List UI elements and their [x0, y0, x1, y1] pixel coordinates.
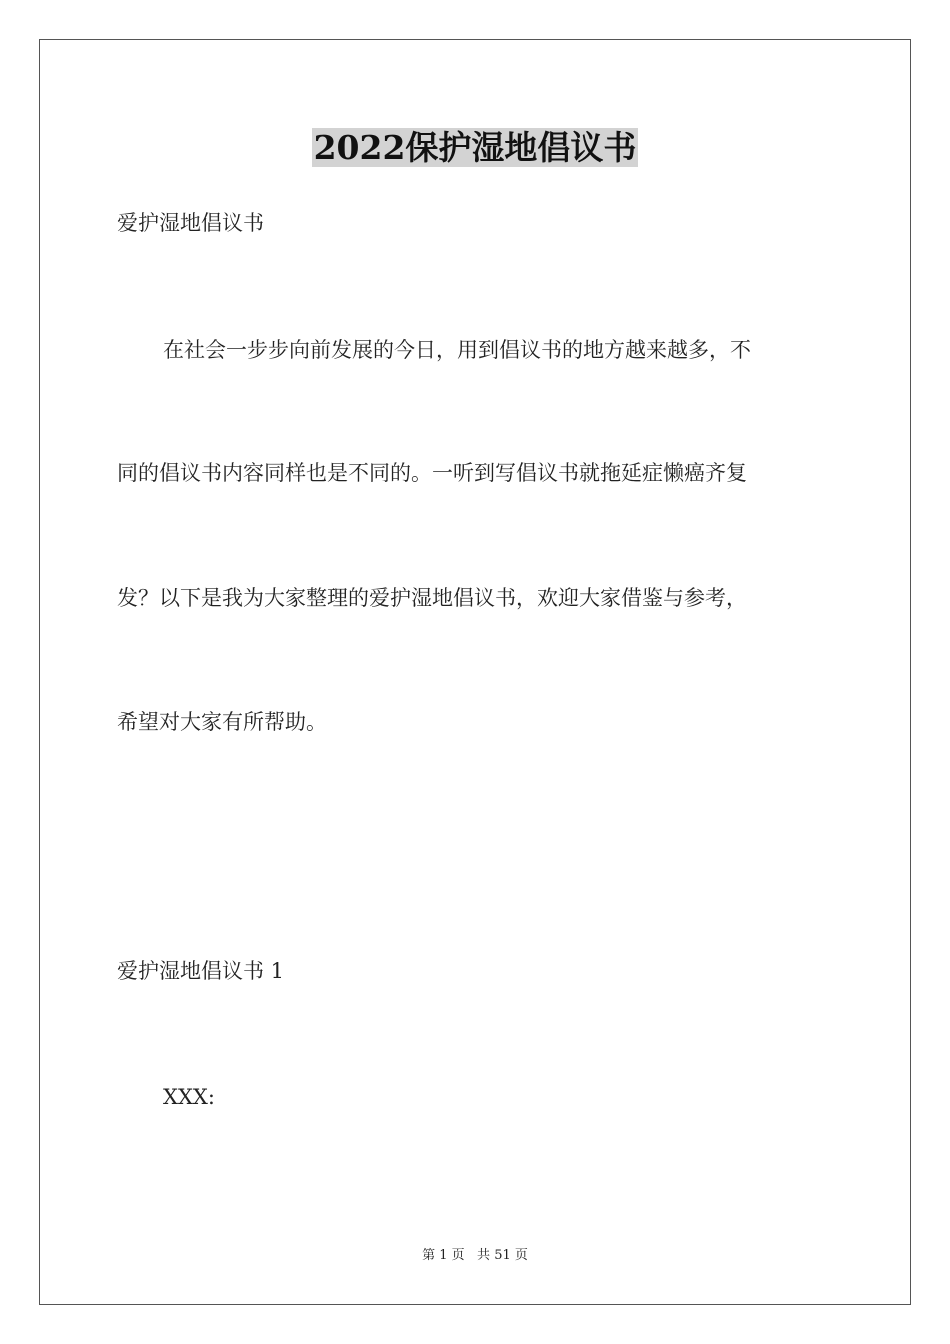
paragraph-line-2: 同的倡议书内容同样也是不同的。一听到写倡议书就拖延症懒癌齐复: [117, 461, 747, 485]
document-subtitle: 爱护湿地倡议书: [117, 211, 264, 235]
paragraph-line-4: 希望对大家有所帮助。: [117, 710, 327, 734]
document-title-text: 2022保护湿地倡议书: [313, 128, 637, 167]
page-footer: 第 1 页 共 51 页: [422, 1248, 528, 1263]
salutation: XXX:: [163, 1085, 215, 1109]
section-heading: 爱护湿地倡议书 1: [117, 959, 285, 983]
paragraph-line-3: 发？以下是我为大家整理的爱护湿地倡议书，欢迎大家借鉴与参考，: [117, 586, 747, 610]
document-title: [0, 124, 950, 172]
paragraph-line-1: 在社会一步步向前发展的今日，用到倡议书的地方越来越多，不: [163, 338, 751, 362]
